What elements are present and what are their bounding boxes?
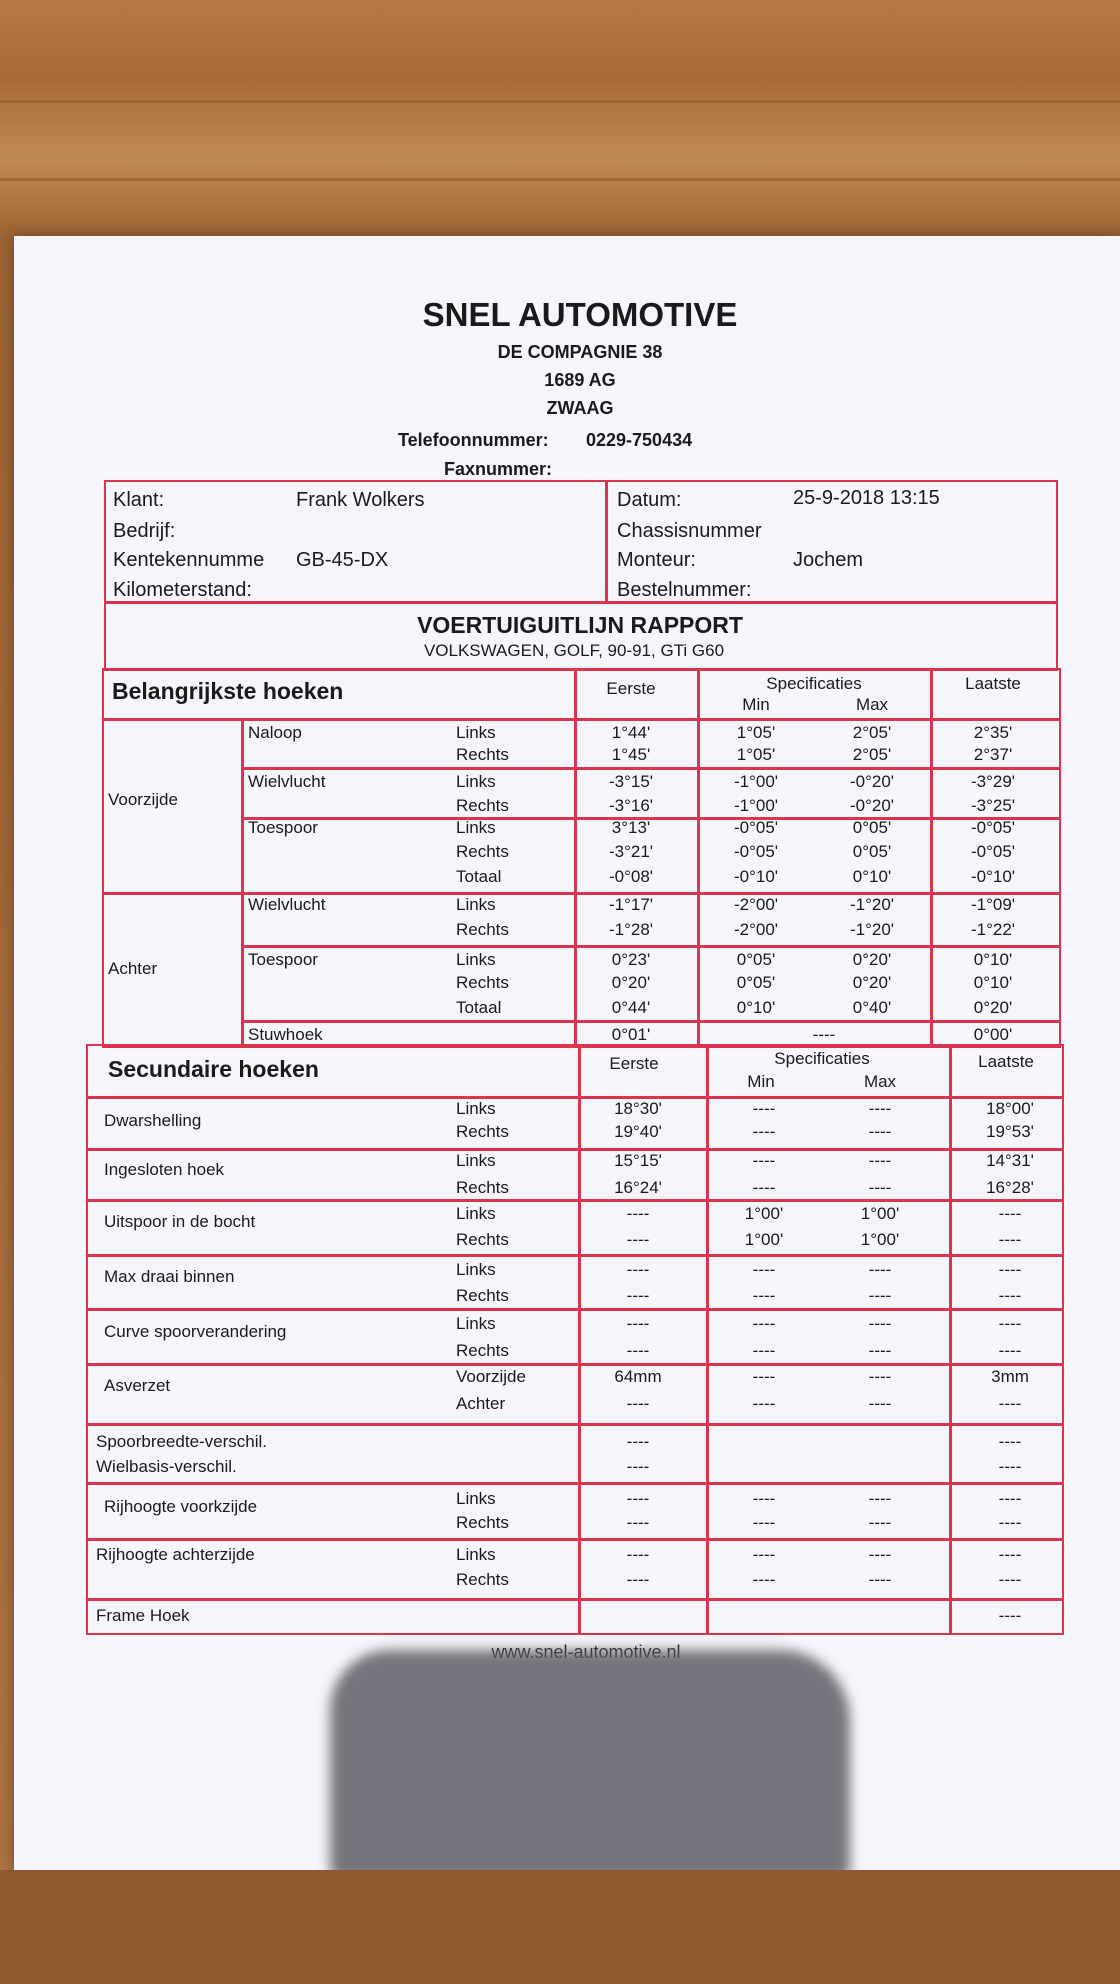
secondary-row-label: Frame Hoek xyxy=(96,1606,190,1625)
main-row-laatste: -3°29' xyxy=(970,772,1016,791)
secondary-row-min: ---- xyxy=(752,1394,776,1413)
secondary-row-max: ---- xyxy=(868,1513,892,1532)
secondary-row-max: ---- xyxy=(868,1367,892,1386)
secondary-row-laatste: ---- xyxy=(998,1545,1022,1564)
secondary-row-label: Max draai binnen xyxy=(104,1267,235,1286)
secondary-row-laatste: ---- xyxy=(998,1432,1022,1451)
secondary-row-max: ---- xyxy=(868,1570,892,1589)
secondary-row-laatste: ---- xyxy=(998,1489,1022,1508)
secondary-heading: Secundaire hoeken xyxy=(108,1056,319,1082)
main-row-side: Totaal xyxy=(456,998,502,1017)
company-street: DE COMPAGNIE 38 xyxy=(497,342,663,362)
main-col-max: Max xyxy=(855,695,889,714)
main-row-eerste: -1°17' xyxy=(608,895,654,914)
secondary-row-side: Rechts xyxy=(456,1341,509,1360)
secondary-row-label: Dwarshelling xyxy=(104,1111,202,1130)
secondary-row-laatste: ---- xyxy=(998,1204,1022,1223)
main-row-laatste: 0°10' xyxy=(973,973,1013,992)
secondary-row-max: ---- xyxy=(868,1314,892,1333)
secondary-row-label: Wielbasis-verschil. xyxy=(96,1457,237,1476)
secondary-row-laatste: ---- xyxy=(998,1394,1022,1413)
secondary-row-laatste: ---- xyxy=(998,1606,1022,1625)
main-row-max: -0°20' xyxy=(849,772,895,791)
main-row-laatste: 2°35' xyxy=(973,723,1013,742)
main-row-max: 0°05' xyxy=(852,842,892,861)
company-postcode: 1689 AG xyxy=(544,370,616,390)
secondary-row-min: ---- xyxy=(752,1286,776,1305)
secondary-row-laatste: 3mm xyxy=(991,1367,1029,1386)
secondary-row-eerste: 19°40' xyxy=(614,1122,662,1141)
vehicle-description: VOLKSWAGEN, GOLF, 90-91, GTi G60 xyxy=(423,641,725,660)
secondary-row-min: ---- xyxy=(752,1367,776,1386)
main-row-min: 0°10' xyxy=(736,998,776,1017)
report-title: VOERTUIGUITLIJN RAPPORT xyxy=(417,612,743,638)
main-row-min: 0°05' xyxy=(736,973,776,992)
main-row-eerste: 0°44' xyxy=(611,998,651,1017)
main-row-laatste: -0°05' xyxy=(970,818,1016,837)
secondary-row-min: 1°00' xyxy=(744,1230,784,1249)
main-row-max: -0°20' xyxy=(849,796,895,815)
secondary-row-side: Links xyxy=(456,1314,496,1333)
secondary-row-side: Rechts xyxy=(456,1570,509,1589)
secondary-row-min: 1°00' xyxy=(744,1204,784,1223)
kenteken-label: Kentekennumme xyxy=(113,549,265,571)
secondary-row-max: ---- xyxy=(868,1394,892,1413)
main-row-max: 0°20' xyxy=(852,973,892,992)
main-row-side: Totaal xyxy=(456,867,502,886)
secondary-row-min: ---- xyxy=(752,1341,776,1360)
group-voorzijde: Voorzijde xyxy=(108,790,178,809)
secondary-row-laatste: ---- xyxy=(998,1513,1022,1532)
secondary-row-eerste: ---- xyxy=(626,1489,650,1508)
datum-value: 25-9-2018 13:15 xyxy=(793,487,940,509)
secondary-row-min: ---- xyxy=(752,1570,776,1589)
chassis-label: Chassisnummer xyxy=(617,520,762,542)
main-row-eerste: 0°23' xyxy=(611,950,651,969)
main-row-group: Toespoor xyxy=(248,950,318,969)
main-row-eerste: -3°15' xyxy=(608,772,654,791)
main-row-side: Links xyxy=(456,950,496,969)
phone-number: 0229-750434 xyxy=(586,430,693,450)
main-row-side: Links xyxy=(456,895,496,914)
main-col-spec: Specificaties xyxy=(766,674,862,693)
secondary-row-max: ---- xyxy=(868,1545,892,1564)
main-row-laatste: 2°37' xyxy=(973,745,1013,764)
secondary-row-laatste: ---- xyxy=(998,1260,1022,1279)
main-row-eerste: -3°21' xyxy=(608,842,654,861)
phone-label: Telefoonnummer: xyxy=(398,430,549,450)
secondary-row-max: ---- xyxy=(868,1286,892,1305)
secondary-row-laatste: 16°28' xyxy=(986,1178,1034,1197)
main-row-side: Rechts xyxy=(456,920,509,939)
secondary-row-laatste: ---- xyxy=(998,1341,1022,1360)
secondary-row-min: ---- xyxy=(752,1099,776,1118)
secondary-row-side: Links xyxy=(456,1151,496,1170)
main-row-group: Wielvlucht xyxy=(248,895,326,914)
secondary-row-label: Curve spoorverandering xyxy=(104,1322,287,1341)
main-row-laatste: -0°10' xyxy=(970,867,1016,886)
group-achter: Achter xyxy=(108,959,158,978)
secondary-row-label: Rijhoogte voorkzijde xyxy=(104,1497,258,1516)
secondary-row-eerste: 15°15' xyxy=(614,1151,662,1170)
main-row-eerste: 1°44' xyxy=(611,723,651,742)
main-row-max: 0°40' xyxy=(852,998,892,1017)
secondary-row-max: ---- xyxy=(868,1122,892,1141)
monteur-label: Monteur: xyxy=(617,549,696,571)
main-row-eerste: -0°08' xyxy=(608,867,654,886)
secondary-row-laatste: ---- xyxy=(998,1230,1022,1249)
secondary-row-side: Links xyxy=(456,1204,496,1223)
main-row-side: Rechts xyxy=(456,973,509,992)
secondary-row-label: Uitspoor in de bocht xyxy=(104,1212,256,1231)
secondary-row-eerste: ---- xyxy=(626,1570,650,1589)
secondary-row-laatste: ---- xyxy=(998,1314,1022,1333)
fax-label: Faxnummer: xyxy=(444,459,553,479)
secondary-row-max: ---- xyxy=(868,1341,892,1360)
secondary-row-min: ---- xyxy=(752,1489,776,1508)
secondary-row-eerste: ---- xyxy=(626,1394,650,1413)
main-row-eerste: 1°45' xyxy=(611,745,651,764)
main-row-min: ---- xyxy=(812,1025,836,1044)
main-row-eerste: -3°16' xyxy=(608,796,654,815)
main-row-min: -1°00' xyxy=(733,796,779,815)
secondary-row-max: 1°00' xyxy=(860,1230,900,1249)
main-row-max: 2°05' xyxy=(852,745,892,764)
main-row-side: Rechts xyxy=(456,745,509,764)
kilometerstand-label: Kilometerstand: xyxy=(113,579,252,601)
secondary-row-side: Rechts xyxy=(456,1230,509,1249)
secondary-row-side: Rechts xyxy=(456,1286,509,1305)
main-row-max: 0°20' xyxy=(852,950,892,969)
main-row-side: Links xyxy=(456,818,496,837)
secondary-row-side: Links xyxy=(456,1489,496,1508)
main-row-group: Stuwhoek xyxy=(248,1025,323,1044)
main-row-laatste: 0°00' xyxy=(973,1025,1013,1044)
secondary-row-max: ---- xyxy=(868,1151,892,1170)
main-row-max: 0°05' xyxy=(852,818,892,837)
secondary-col-min: Min xyxy=(747,1072,775,1091)
secondary-row-laatste: ---- xyxy=(998,1570,1022,1589)
main-row-laatste: -1°22' xyxy=(970,920,1016,939)
secondary-row-label: Asverzet xyxy=(104,1376,171,1395)
kenteken-value: GB-45-DX xyxy=(296,549,389,571)
secondary-row-laatste: ---- xyxy=(998,1457,1022,1476)
main-row-laatste: -0°05' xyxy=(970,842,1016,861)
main-row-eerste: 0°20' xyxy=(611,973,651,992)
main-row-min: -2°00' xyxy=(733,895,779,914)
bestelnummer-label: Bestelnummer: xyxy=(617,579,752,601)
secondary-row-eerste: ---- xyxy=(626,1545,650,1564)
secondary-row-min: ---- xyxy=(752,1122,776,1141)
main-row-laatste: 0°20' xyxy=(973,998,1013,1017)
main-row-min: 1°05' xyxy=(736,723,776,742)
klant-label: Klant: xyxy=(113,489,165,511)
main-row-laatste: 0°10' xyxy=(973,950,1013,969)
main-row-min: 0°05' xyxy=(736,950,776,969)
main-row-side: Links xyxy=(456,723,496,742)
main-row-min: -0°05' xyxy=(733,818,779,837)
secondary-row-eerste: ---- xyxy=(626,1457,650,1476)
secondary-row-side: Rechts xyxy=(456,1178,509,1197)
main-row-max: 2°05' xyxy=(852,723,892,742)
secondary-row-max: ---- xyxy=(868,1178,892,1197)
main-col-min: Min xyxy=(742,695,770,714)
secondary-row-label: Ingesloten hoek xyxy=(104,1160,225,1179)
main-row-min: 1°05' xyxy=(736,745,776,764)
secondary-col-laatste: Laatste xyxy=(978,1052,1034,1071)
secondary-row-max: 1°00' xyxy=(860,1204,900,1223)
secondary-col-eerste: Eerste xyxy=(609,1054,659,1073)
secondary-row-eerste: 18°30' xyxy=(614,1099,662,1118)
main-row-group: Wielvlucht xyxy=(248,772,326,791)
secondary-row-max: ---- xyxy=(868,1260,892,1279)
secondary-row-min: ---- xyxy=(752,1513,776,1532)
secondary-row-laatste: 19°53' xyxy=(986,1122,1034,1141)
company-name: SNEL AUTOMOTIVE xyxy=(422,296,738,333)
secondary-row-side: Links xyxy=(456,1099,496,1118)
secondary-row-min: ---- xyxy=(752,1545,776,1564)
secondary-row-label: Rijhoogte achterzijde xyxy=(96,1545,255,1564)
secondary-row-eerste: 64mm xyxy=(614,1367,662,1386)
secondary-row-label: Spoorbreedte-verschil. xyxy=(96,1432,268,1451)
secondary-row-min: ---- xyxy=(752,1151,776,1170)
secondary-row-eerste: ---- xyxy=(626,1260,650,1279)
main-row-laatste: -1°09' xyxy=(970,895,1016,914)
main-row-group: Toespoor xyxy=(248,818,318,837)
main-col-eerste: Eerste xyxy=(606,679,656,698)
secondary-row-min: ---- xyxy=(752,1260,776,1279)
secondary-row-laatste: ---- xyxy=(998,1286,1022,1305)
secondary-row-min: ---- xyxy=(752,1314,776,1333)
monteur-value: Jochem xyxy=(793,549,864,571)
secondary-row-laatste: 18°00' xyxy=(986,1099,1034,1118)
datum-label: Datum: xyxy=(617,489,682,511)
secondary-row-side: Links xyxy=(456,1260,496,1279)
main-col-laatste: Laatste xyxy=(965,674,1021,693)
secondary-row-max: ---- xyxy=(868,1489,892,1508)
secondary-col-max: Max xyxy=(863,1072,897,1091)
secondary-row-eerste: ---- xyxy=(626,1204,650,1223)
main-row-min: -2°00' xyxy=(733,920,779,939)
secondary-row-side: Voorzijde xyxy=(456,1367,526,1386)
secondary-row-eerste: ---- xyxy=(626,1314,650,1333)
main-row-side: Links xyxy=(456,772,496,791)
secondary-row-eerste: 16°24' xyxy=(614,1178,662,1197)
secondary-row-side: Rechts xyxy=(456,1122,509,1141)
main-row-max: 0°10' xyxy=(852,867,892,886)
secondary-row-eerste: ---- xyxy=(626,1513,650,1532)
secondary-row-max: ---- xyxy=(868,1099,892,1118)
secondary-row-eerste: ---- xyxy=(626,1230,650,1249)
secondary-col-spec: Specificaties xyxy=(774,1049,870,1068)
bedrijf-label: Bedrijf: xyxy=(113,520,176,542)
main-row-max: -1°20' xyxy=(849,920,895,939)
main-row-group: Naloop xyxy=(248,723,302,742)
klant-value: Frank Wolkers xyxy=(296,489,425,511)
secondary-row-laatste: 14°31' xyxy=(986,1151,1034,1170)
photo-shadow xyxy=(330,1650,850,1880)
secondary-row-eerste: ---- xyxy=(626,1286,650,1305)
main-angles-table xyxy=(102,668,1061,1048)
main-row-side: Rechts xyxy=(456,796,509,815)
secondary-row-eerste: ---- xyxy=(626,1432,650,1451)
company-city: ZWAAG xyxy=(546,398,614,418)
main-row-min: -1°00' xyxy=(733,772,779,791)
main-row-eerste: -1°28' xyxy=(608,920,654,939)
main-row-eerste: 0°01' xyxy=(611,1025,651,1044)
secondary-row-eerste: ---- xyxy=(626,1341,650,1360)
main-row-eerste: 3°13' xyxy=(611,818,651,837)
main-row-min: -0°05' xyxy=(733,842,779,861)
main-row-laatste: -3°25' xyxy=(970,796,1016,815)
secondary-row-side: Rechts xyxy=(456,1513,509,1532)
main-row-min: -0°10' xyxy=(733,867,779,886)
main-row-side: Rechts xyxy=(456,842,509,861)
secondary-row-side: Links xyxy=(456,1545,496,1564)
main-heading: Belangrijkste hoeken xyxy=(112,678,344,704)
secondary-row-side: Achter xyxy=(456,1394,506,1413)
main-row-max: -1°20' xyxy=(849,895,895,914)
secondary-row-min: ---- xyxy=(752,1178,776,1197)
